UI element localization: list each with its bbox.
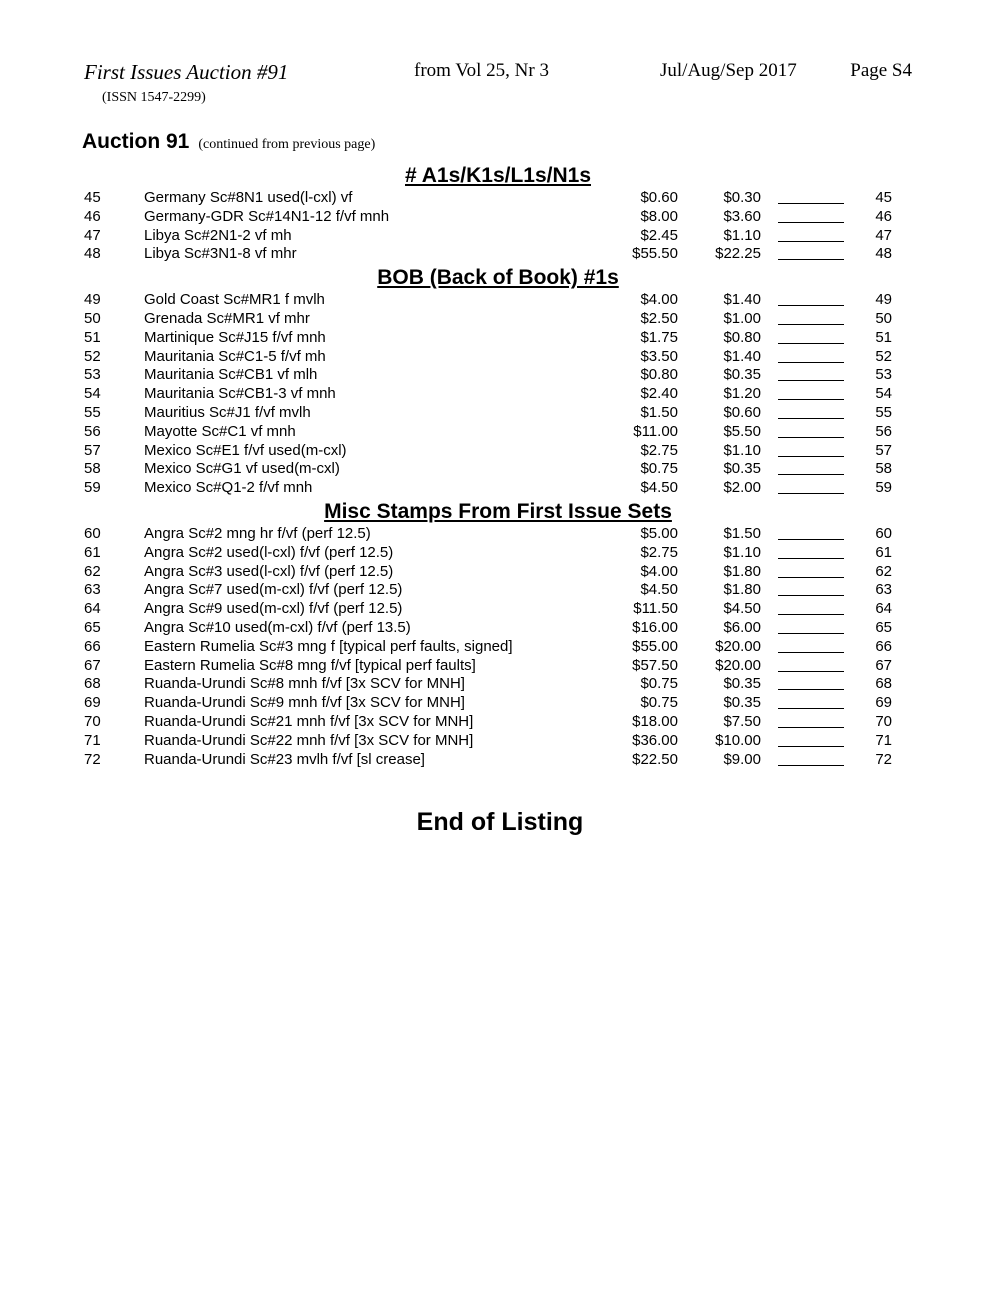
lot-row <box>84 581 912 600</box>
lot-row <box>84 423 912 442</box>
lot-row <box>84 366 912 385</box>
page-number: Page S4 <box>850 60 912 81</box>
lot-minimum-bid: $1.80 <box>723 562 761 580</box>
lot-description: Mauritius Sc#J1 f/vf mvlh <box>144 403 311 421</box>
lot-row <box>84 442 912 461</box>
issue-date: Jul/Aug/Sep 2017 <box>660 60 797 81</box>
issn: (ISSN 1547-2299) <box>102 90 206 105</box>
lot-minimum-bid: $2.00 <box>723 479 761 497</box>
lot-minimum-bid: $9.00 <box>723 750 761 768</box>
lot-number: 70 <box>84 712 101 730</box>
lot-minimum-bid: $1.40 <box>723 347 761 365</box>
lot-description: Mexico Sc#Q1-2 f/vf mnh <box>144 479 313 497</box>
lot-row <box>84 544 912 563</box>
bid-entry-line[interactable] <box>778 399 844 400</box>
lot-minimum-bid: $20.00 <box>715 656 761 674</box>
lot-minimum-bid: $1.10 <box>723 441 761 459</box>
lot-scv: $2.75 <box>640 441 678 459</box>
lot-row <box>84 460 912 479</box>
lot-listing <box>84 162 912 769</box>
lot-number-right: 66 <box>875 637 892 655</box>
lot-description: Angra Sc#7 used(m-cxl) f/vf (perf 12.5) <box>144 581 403 599</box>
lot-description: Germany-GDR Sc#14N1-12 f/vf mnh <box>144 207 390 225</box>
lot-number-right: 50 <box>875 309 892 327</box>
lot-number: 65 <box>84 618 101 636</box>
lot-number-right: 51 <box>875 328 892 346</box>
lot-number-right: 64 <box>875 600 892 618</box>
lot-row <box>84 208 912 227</box>
lot-minimum-bid: $4.50 <box>723 600 761 618</box>
lot-minimum-bid: $1.40 <box>723 291 761 309</box>
lot-number-right: 67 <box>875 656 892 674</box>
lot-description: Angra Sc#3 used(l-cxl) f/vf (perf 12.5) <box>144 562 394 580</box>
lot-scv: $4.00 <box>640 562 678 580</box>
lot-number-right: 53 <box>875 366 892 384</box>
lot-scv: $0.75 <box>640 460 678 478</box>
lot-row <box>84 310 912 329</box>
lot-scv: $4.50 <box>640 479 678 497</box>
bid-entry-line[interactable] <box>778 493 844 494</box>
lot-number: 69 <box>84 694 101 712</box>
lot-minimum-bid: $0.35 <box>723 460 761 478</box>
lot-minimum-bid: $5.50 <box>723 422 761 440</box>
auction-heading <box>82 130 375 154</box>
bid-entry-line[interactable] <box>778 259 844 260</box>
lot-minimum-bid: $1.10 <box>723 226 761 244</box>
lot-minimum-bid: $10.00 <box>715 731 761 749</box>
lot-number-right: 47 <box>875 226 892 244</box>
bid-entry-line[interactable] <box>778 241 844 242</box>
auction-title: Auction 91 <box>82 130 190 153</box>
lot-number: 50 <box>84 309 101 327</box>
lot-row <box>84 385 912 404</box>
lot-description: Angra Sc#2 mng hr f/vf (perf 12.5) <box>144 524 371 542</box>
lot-number: 64 <box>84 600 101 618</box>
lot-scv: $2.50 <box>640 309 678 327</box>
lot-description: Martinique Sc#J15 f/vf mnh <box>144 328 326 346</box>
lot-description: Ruanda-Urundi Sc#23 mvlh f/vf [sl crease] <box>144 750 425 768</box>
bid-entry-line[interactable] <box>778 614 844 615</box>
lot-number: 55 <box>84 403 101 421</box>
section-title: BOB (Back of Book) #1s <box>377 266 619 290</box>
lot-scv: $1.50 <box>640 403 678 421</box>
lot-scv: $0.75 <box>640 675 678 693</box>
lot-number-right: 68 <box>875 675 892 693</box>
lot-number-right: 65 <box>875 618 892 636</box>
lot-number: 68 <box>84 675 101 693</box>
lot-minimum-bid: $0.60 <box>723 403 761 421</box>
bid-entry-line[interactable] <box>778 633 844 634</box>
lot-number: 71 <box>84 731 101 749</box>
auction-note: (continued from previous page) <box>198 137 376 152</box>
end-of-listing: End of Listing <box>416 808 584 836</box>
lot-scv: $4.50 <box>640 581 678 599</box>
section-title: Misc Stamps From First Issue Sets <box>324 499 672 523</box>
lot-number: 47 <box>84 226 101 244</box>
lot-minimum-bid: $6.00 <box>723 618 761 636</box>
lot-minimum-bid: $0.35 <box>723 675 761 693</box>
lot-number-right: 62 <box>875 562 892 580</box>
lot-description: Germany Sc#8N1 used(l-cxl) vf <box>144 189 353 206</box>
lot-row <box>84 751 912 770</box>
lot-number-right: 54 <box>875 385 892 403</box>
lot-description: Mexico Sc#E1 f/vf used(m-cxl) <box>144 441 347 459</box>
lot-scv: $18.00 <box>632 712 678 730</box>
lot-scv: $11.00 <box>633 422 678 440</box>
lot-description: Libya Sc#2N1-2 vf mh <box>144 226 292 244</box>
lot-scv: $2.45 <box>640 226 678 244</box>
lot-number-right: 56 <box>875 422 892 440</box>
lot-number: 58 <box>84 460 101 478</box>
lot-number: 53 <box>84 366 101 384</box>
lot-description: Ruanda-Urundi Sc#21 mnh f/vf [3x SCV for MNH] <box>144 712 474 730</box>
lot-row <box>84 732 912 751</box>
lot-scv: $0.75 <box>640 694 678 712</box>
lot-scv: $36.00 <box>632 731 678 749</box>
bid-entry-line[interactable] <box>778 203 844 204</box>
section-title: # A1s/K1s/L1s/N1s <box>405 164 591 187</box>
lot-row <box>84 189 912 208</box>
lot-number: 61 <box>84 543 101 561</box>
bid-entry-line[interactable] <box>778 324 844 325</box>
lot-number-right: 52 <box>875 347 892 365</box>
bid-entry-line[interactable] <box>778 765 844 766</box>
lot-row <box>84 245 912 264</box>
bid-entry-line[interactable] <box>778 652 844 653</box>
lot-minimum-bid: $1.00 <box>723 309 761 327</box>
lot-number-right: 55 <box>875 403 892 421</box>
lot-scv: $8.00 <box>640 207 678 225</box>
lot-number-right: 46 <box>875 207 892 225</box>
lot-row <box>84 227 912 246</box>
lot-scv: $2.40 <box>640 385 678 403</box>
lot-minimum-bid: $1.50 <box>723 524 761 542</box>
lot-description: Mauritania Sc#C1-5 f/vf mh <box>144 347 326 365</box>
lot-number: 57 <box>84 441 101 459</box>
lot-row <box>84 348 912 367</box>
lot-description: Angra Sc#9 used(m-cxl) f/vf (perf 12.5) <box>144 600 403 618</box>
lot-minimum-bid: $3.60 <box>723 207 761 225</box>
lot-scv: $11.50 <box>633 600 678 618</box>
lot-number-right: 63 <box>875 581 892 599</box>
lot-minimum-bid: $0.80 <box>723 328 761 346</box>
page-header <box>84 60 912 90</box>
lot-scv: $0.60 <box>640 189 678 206</box>
lot-row <box>84 657 912 676</box>
lot-number-right: 70 <box>875 712 892 730</box>
bid-entry-line[interactable] <box>778 222 844 223</box>
lot-description: Mauritania Sc#CB1-3 vf mnh <box>144 385 336 403</box>
lot-row <box>84 563 912 582</box>
lot-number: 46 <box>84 207 101 225</box>
lot-row <box>84 291 912 310</box>
lot-row <box>84 713 912 732</box>
publication-title: First Issues Auction #91 <box>84 60 289 84</box>
lot-minimum-bid: $0.35 <box>723 366 761 384</box>
lot-number: 67 <box>84 656 101 674</box>
bid-entry-line[interactable] <box>778 539 844 540</box>
lot-minimum-bid: $22.25 <box>715 245 761 263</box>
bid-entry-line[interactable] <box>778 595 844 596</box>
lot-number: 45 <box>84 189 101 206</box>
lot-number-right: 59 <box>875 479 892 497</box>
lot-row <box>84 329 912 348</box>
lot-description: Angra Sc#10 used(m-cxl) f/vf (perf 13.5) <box>144 618 411 636</box>
lot-number-right: 69 <box>875 694 892 712</box>
lot-description: Ruanda-Urundi Sc#8 mnh f/vf [3x SCV for MNH] <box>144 675 465 693</box>
lot-number: 51 <box>84 328 101 346</box>
lot-number-right: 49 <box>875 291 892 309</box>
lot-number: 54 <box>84 385 101 403</box>
volume-info: from Vol 25, Nr 3 <box>414 60 549 81</box>
lot-description: Libya Sc#3N1-8 vf mhr <box>144 245 297 263</box>
lot-number-right: 58 <box>875 460 892 478</box>
lot-scv: $0.80 <box>640 366 678 384</box>
lot-scv: $3.50 <box>640 347 678 365</box>
bid-entry-line[interactable] <box>778 708 844 709</box>
lot-description: Grenada Sc#MR1 vf mhr <box>144 309 310 327</box>
lot-number-right: 57 <box>875 441 892 459</box>
lot-row <box>84 479 912 498</box>
lot-scv: $22.50 <box>632 750 678 768</box>
lot-scv: $57.50 <box>632 656 678 674</box>
lot-number: 60 <box>84 524 101 542</box>
lot-number: 66 <box>84 637 101 655</box>
lot-number-right: 45 <box>875 189 892 206</box>
lot-minimum-bid: $0.35 <box>723 694 761 712</box>
lot-scv: $2.75 <box>640 543 678 561</box>
lot-scv: $55.50 <box>632 245 678 263</box>
lot-minimum-bid: $1.20 <box>723 385 761 403</box>
bid-entry-line[interactable] <box>778 437 844 438</box>
lot-number-right: 72 <box>875 750 892 768</box>
lot-row <box>84 619 912 638</box>
bid-entry-line[interactable] <box>778 305 844 306</box>
lot-description: Angra Sc#2 used(l-cxl) f/vf (perf 12.5) <box>144 543 394 561</box>
bid-entry-line[interactable] <box>778 727 844 728</box>
lot-scv: $1.75 <box>640 328 678 346</box>
lot-row <box>84 600 912 619</box>
lot-row <box>84 404 912 423</box>
lot-number: 63 <box>84 581 101 599</box>
lot-number-right: 48 <box>875 245 892 263</box>
bid-entry-line[interactable] <box>778 558 844 559</box>
lot-number: 72 <box>84 750 101 768</box>
lot-scv: $16.00 <box>632 618 678 636</box>
lot-number: 48 <box>84 245 101 263</box>
lot-row <box>84 694 912 713</box>
bid-entry-line[interactable] <box>778 456 844 457</box>
lot-number: 59 <box>84 479 101 497</box>
lot-scv: $55.00 <box>632 637 678 655</box>
lot-description: Mayotte Sc#C1 vf mnh <box>144 422 296 440</box>
lot-number-right: 61 <box>875 543 892 561</box>
lot-number: 49 <box>84 291 101 309</box>
lot-scv: $4.00 <box>640 291 678 309</box>
lot-number: 56 <box>84 422 101 440</box>
bid-entry-line[interactable] <box>778 418 844 419</box>
lot-number: 52 <box>84 347 101 365</box>
bid-entry-line[interactable] <box>778 343 844 344</box>
lot-number-right: 60 <box>875 524 892 542</box>
bid-entry-line[interactable] <box>778 362 844 363</box>
lot-number-right: 71 <box>875 731 892 749</box>
bid-entry-line[interactable] <box>778 671 844 672</box>
lot-description: Mexico Sc#G1 vf used(m-cxl) <box>144 460 340 478</box>
lot-minimum-bid: $0.30 <box>723 189 761 206</box>
lot-description: Ruanda-Urundi Sc#9 mnh f/vf [3x SCV for MNH] <box>144 694 465 712</box>
lot-row <box>84 675 912 694</box>
bid-entry-line[interactable] <box>778 689 844 690</box>
lot-minimum-bid: $1.80 <box>723 581 761 599</box>
lot-minimum-bid: $1.10 <box>723 543 761 561</box>
lot-scv: $5.00 <box>640 524 678 542</box>
lot-minimum-bid: $7.50 <box>723 712 761 730</box>
bid-entry-line[interactable] <box>778 577 844 578</box>
lot-row <box>84 525 912 544</box>
lot-description: Gold Coast Sc#MR1 f mvlh <box>144 291 325 309</box>
lot-description: Eastern Rumelia Sc#3 mng f [typical perf faults, signed] <box>144 637 513 655</box>
bid-entry-line[interactable] <box>778 380 844 381</box>
lot-number: 62 <box>84 562 101 580</box>
lot-description: Eastern Rumelia Sc#8 mng f/vf [typical perf faults] <box>144 656 476 674</box>
lot-row <box>84 638 912 657</box>
lot-description: Ruanda-Urundi Sc#22 mnh f/vf [3x SCV for MNH] <box>144 731 474 749</box>
bid-entry-line[interactable] <box>778 474 844 475</box>
lot-minimum-bid: $20.00 <box>715 637 761 655</box>
lot-description: Mauritania Sc#CB1 vf mlh <box>144 366 318 384</box>
bid-entry-line[interactable] <box>778 746 844 747</box>
